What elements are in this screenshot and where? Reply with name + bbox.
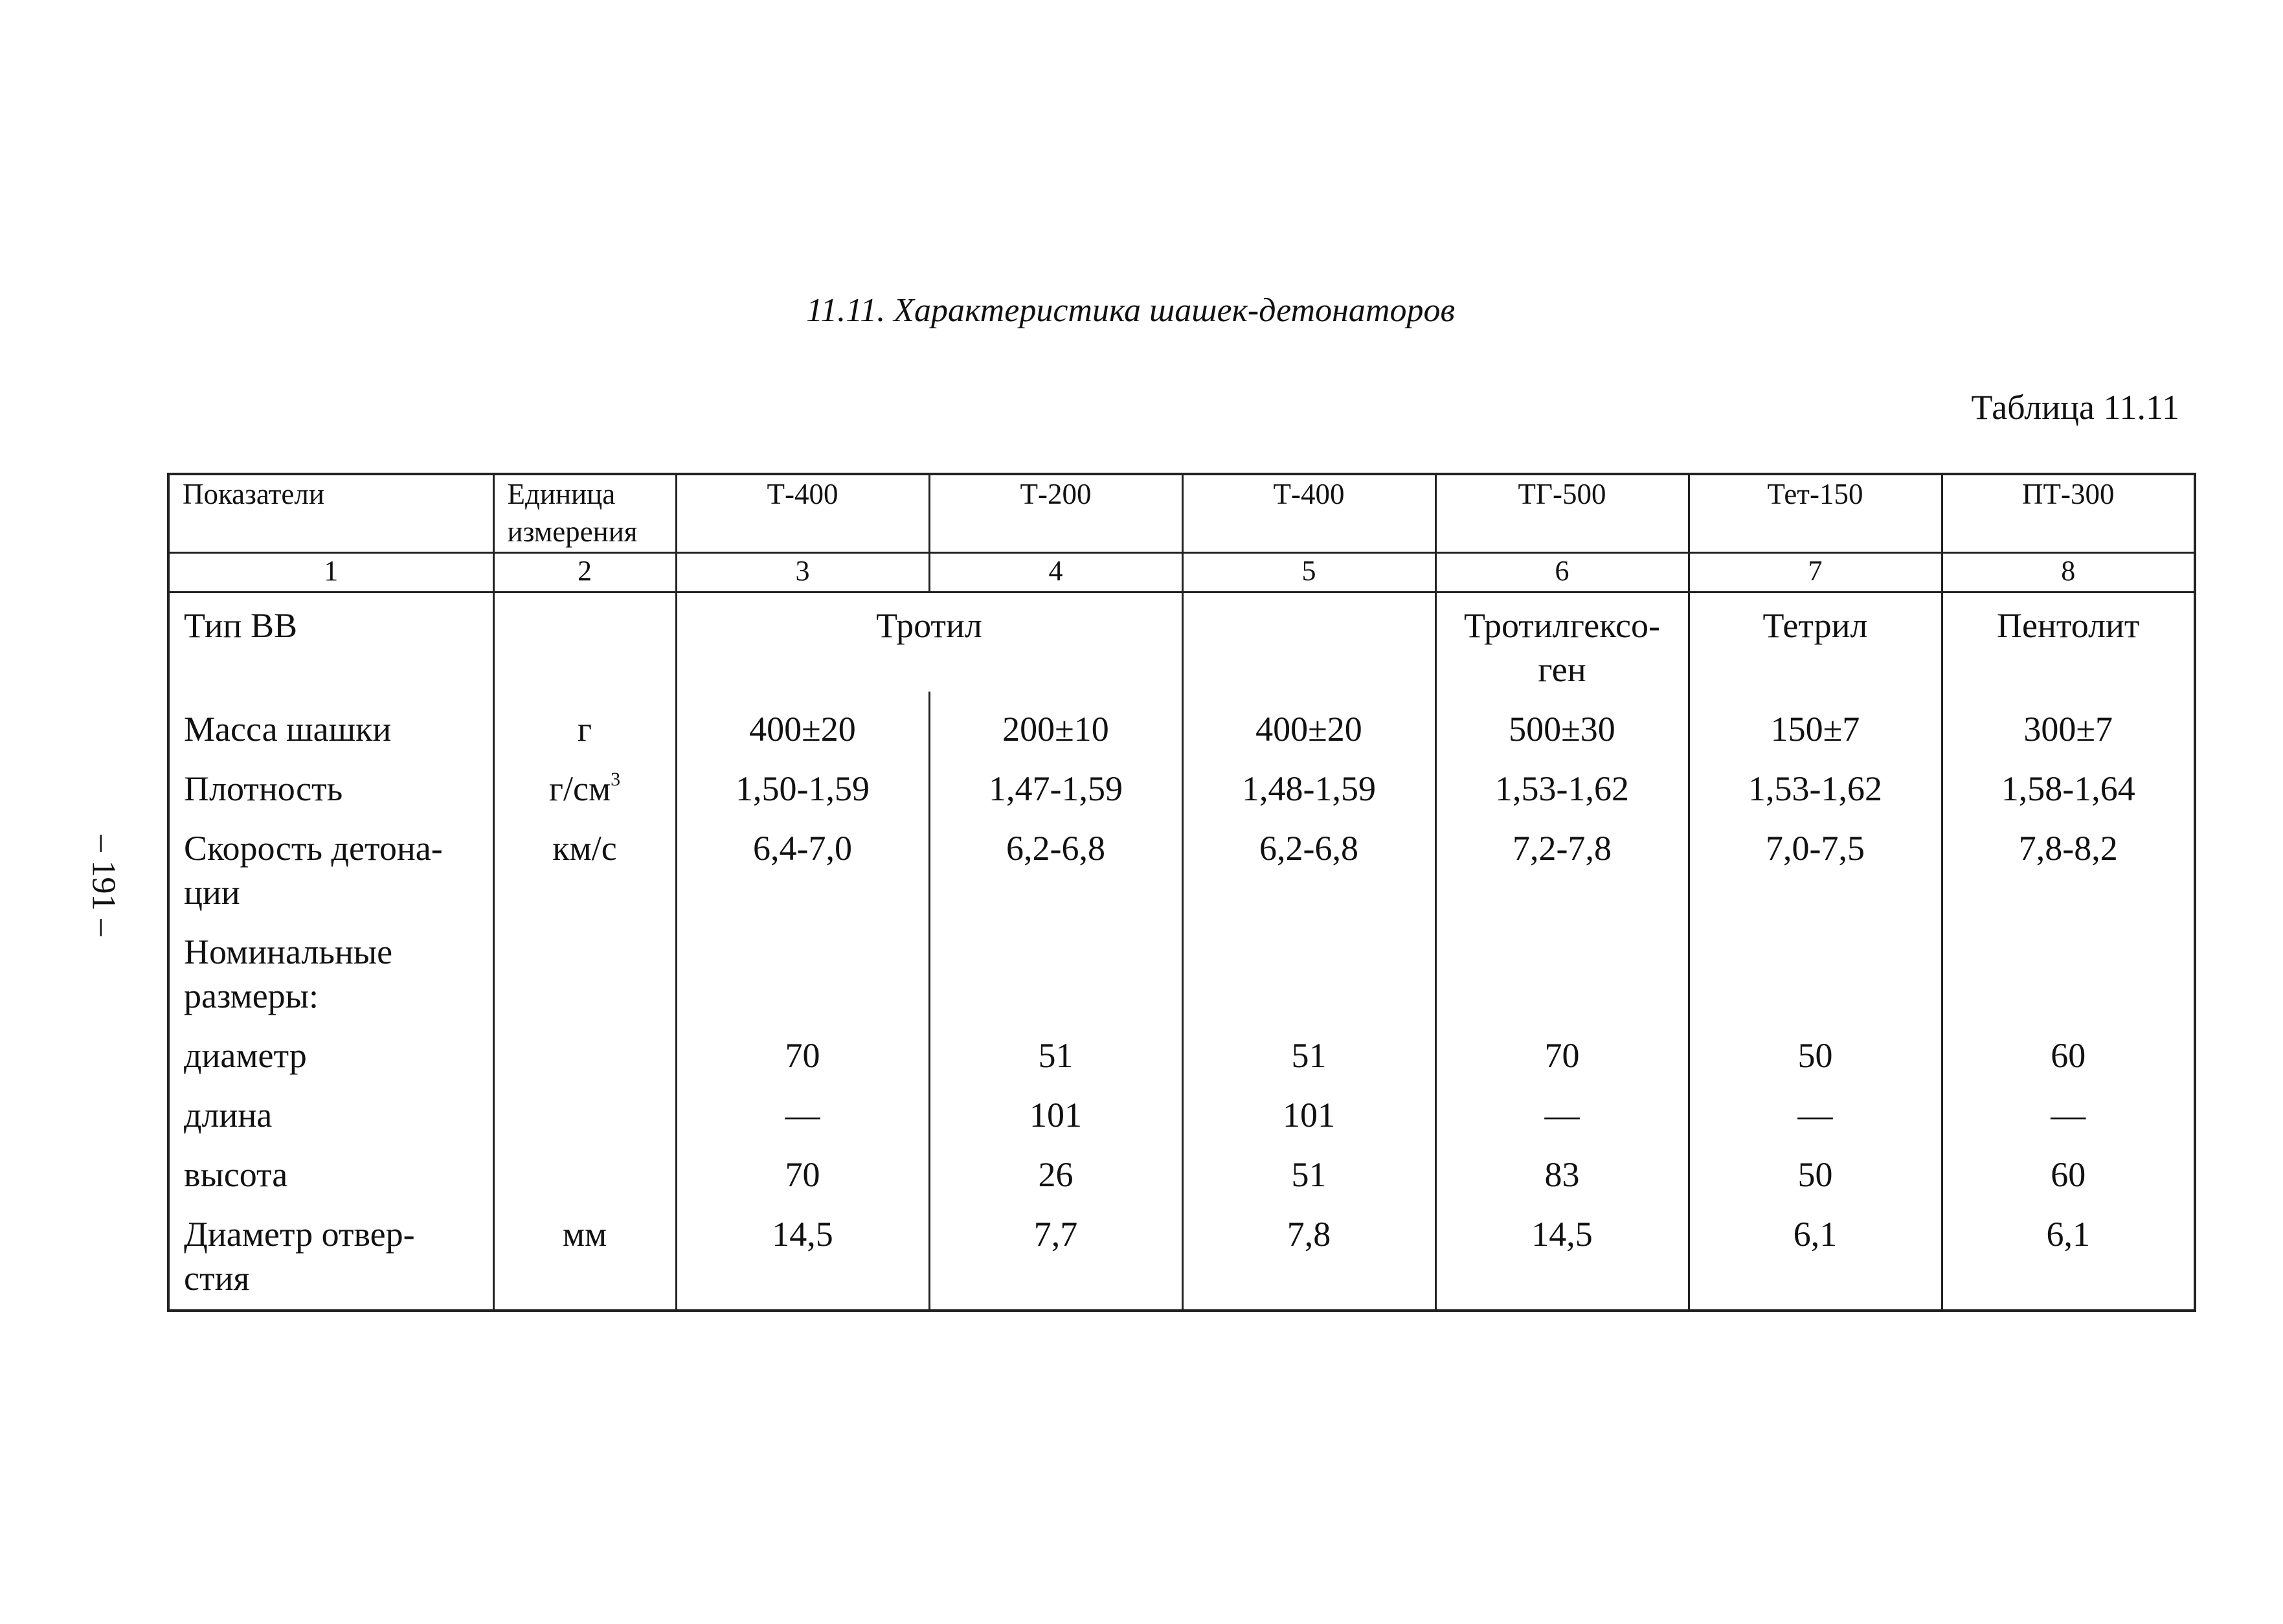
table-row-nominal-sizes (168, 914, 2195, 1018)
value-cell: 1,53-1,62 (1689, 751, 1942, 811)
value-cell: 50 (1689, 1137, 1942, 1197)
table-row-hole-diameter (168, 1197, 2195, 1311)
unit-cell (493, 592, 676, 692)
column-number: 4 (929, 553, 1182, 592)
header-product: Тет-150 (1689, 474, 1942, 553)
unit-superscript: 3 (611, 769, 621, 790)
header-row (168, 474, 2195, 553)
value-cell: 1,47-1,59 (929, 751, 1182, 811)
header-product: Т-400 (676, 474, 929, 553)
row-label-line1: Скорость детона- (184, 829, 443, 868)
explosive-tg-line2: ген (1538, 650, 1586, 689)
unit-cell (493, 1077, 676, 1137)
column-number: 3 (676, 553, 929, 592)
value-cell: 400±20 (676, 692, 929, 751)
column-number: 7 (1689, 553, 1942, 592)
table-row-mass (168, 692, 2195, 751)
unit-cell (493, 1137, 676, 1197)
value-cell: 60 (1942, 1137, 2195, 1197)
value-cell: 6,2-6,8 (929, 811, 1182, 914)
page-title: 11.11. Характеристика шашек-детонаторов (806, 292, 1456, 329)
row-label: диаметр (168, 1018, 493, 1077)
explosive-trotil: Тротил (676, 592, 1182, 692)
value-cell: 70 (1435, 1018, 1689, 1077)
value-cell: 500±30 (1435, 692, 1689, 751)
value-cell (1182, 592, 1435, 692)
row-label (168, 914, 493, 1018)
value-cell: 101 (1182, 1077, 1435, 1137)
explosive-trotilgeksogen (1435, 592, 1689, 692)
row-label (168, 1197, 493, 1311)
unit-cell: г (493, 692, 676, 751)
value-cell: 7,7 (929, 1197, 1182, 1311)
value-cell: 7,0-7,5 (1689, 811, 1942, 914)
unit-cell: мм (493, 1197, 676, 1311)
header-indicators: Показатели (168, 474, 493, 553)
column-number: 2 (493, 553, 676, 592)
value-cell: 60 (1942, 1018, 2195, 1077)
explosive-pentolit: Пентолит (1942, 592, 2195, 692)
unit-cell: км/с (493, 811, 676, 914)
value-cell: 300±7 (1942, 692, 2195, 751)
specs-table (167, 473, 2196, 1312)
value-cell (1689, 914, 1942, 1018)
row-label-line2: ции (184, 873, 240, 912)
value-cell: 51 (1182, 1137, 1435, 1197)
column-numbers-row (168, 553, 2195, 592)
value-cell: 51 (1182, 1018, 1435, 1077)
header-product: ТГ-500 (1435, 474, 1689, 553)
value-cell: 70 (676, 1137, 929, 1197)
column-number: 8 (1942, 553, 2195, 592)
value-cell: 150±7 (1689, 692, 1942, 751)
explosive-tg-line1: Тротилгексо- (1464, 606, 1660, 645)
value-cell: 6,4-7,0 (676, 811, 929, 914)
row-label-line1: Номинальные (184, 932, 393, 971)
row-label: Плотность (168, 751, 493, 811)
value-cell (1435, 914, 1689, 1018)
value-cell: — (1689, 1077, 1942, 1137)
value-cell: 200±10 (929, 692, 1182, 751)
unit-text: г/см (548, 769, 611, 808)
value-cell: 6,1 (1942, 1197, 2195, 1311)
value-cell: 50 (1689, 1018, 1942, 1077)
value-cell: — (1435, 1077, 1689, 1137)
header-unit-line2: измерения (507, 515, 638, 548)
value-cell: 1,58-1,64 (1942, 751, 2195, 811)
header-unit (493, 474, 676, 553)
value-cell: 7,8-8,2 (1942, 811, 2195, 914)
row-label: Тип ВВ (168, 592, 493, 692)
value-cell: 26 (929, 1137, 1182, 1197)
value-cell (1182, 914, 1435, 1018)
value-cell: 51 (929, 1018, 1182, 1077)
value-cell: — (676, 1077, 929, 1137)
table-row-explosive-type (168, 592, 2195, 692)
table-label: Таблица 11.11 (1971, 388, 2179, 427)
value-cell (1942, 914, 2195, 1018)
value-cell: 1,53-1,62 (1435, 751, 1689, 811)
page-number: – 191 – (85, 835, 122, 936)
header-product: ПТ-300 (1942, 474, 2195, 553)
column-number: 5 (1182, 553, 1435, 592)
value-cell: 14,5 (676, 1197, 929, 1311)
table-row-diameter (168, 1018, 2195, 1077)
explosive-tetril: Тетрил (1689, 592, 1942, 692)
row-label: длина (168, 1077, 493, 1137)
row-label-line2: стия (184, 1259, 250, 1298)
table-row-length (168, 1077, 2195, 1137)
header-unit-line1: Единица (507, 478, 616, 510)
value-cell: 400±20 (1182, 692, 1435, 751)
row-label-line1: Диаметр отвер- (184, 1215, 415, 1254)
value-cell: 70 (676, 1018, 929, 1077)
value-cell: 1,48-1,59 (1182, 751, 1435, 811)
column-number: 1 (168, 553, 493, 592)
value-cell: 101 (929, 1077, 1182, 1137)
unit-cell (493, 751, 676, 811)
row-label: Масса шашки (168, 692, 493, 751)
table-row-density (168, 751, 2195, 811)
value-cell: 83 (1435, 1137, 1689, 1197)
value-cell: 1,50-1,59 (676, 751, 929, 811)
value-cell: 14,5 (1435, 1197, 1689, 1311)
header-product: Т-400 (1182, 474, 1435, 553)
row-label-line2: размеры: (184, 976, 319, 1015)
column-number: 6 (1435, 553, 1689, 592)
value-cell: 7,8 (1182, 1197, 1435, 1311)
value-cell: 7,2-7,8 (1435, 811, 1689, 914)
value-cell: 6,2-6,8 (1182, 811, 1435, 914)
unit-cell (493, 914, 676, 1018)
value-cell (676, 914, 929, 1018)
value-cell: 6,1 (1689, 1197, 1942, 1311)
row-label (168, 811, 493, 914)
row-label: высота (168, 1137, 493, 1197)
value-cell (929, 914, 1182, 1018)
table-row-height (168, 1137, 2195, 1197)
table-row-detonation-speed (168, 811, 2195, 914)
value-cell: — (1942, 1077, 2195, 1137)
unit-cell (493, 1018, 676, 1077)
header-product: Т-200 (929, 474, 1182, 553)
